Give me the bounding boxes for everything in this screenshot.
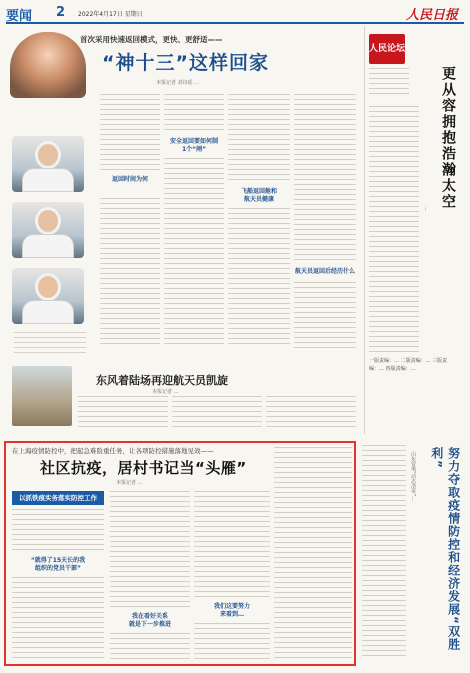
subhead: 飞船返回舱和: [240, 188, 277, 195]
text-column: [266, 396, 356, 430]
economy-story[interactable]: [360, 441, 464, 666]
photo-caption: [14, 332, 86, 354]
bottom-story-byline: 本报记者 …: [116, 480, 143, 486]
astronaut-photo-3: [12, 268, 84, 324]
text-column: [294, 94, 356, 264]
text-column: [12, 509, 104, 553]
subhead: 航天员返回后经历什么: [294, 268, 355, 275]
issue-date: 2022年4月17日 星期日: [78, 11, 143, 18]
commentary-column[interactable]: [364, 26, 464, 434]
subhead: 组织的党员干部”: [35, 565, 81, 572]
bottom-story-kicker: 在上海疫情防控中，把起急难险重任务，让各项防控措施落地见效——: [12, 447, 214, 455]
text-column: [164, 94, 224, 134]
text-column: [194, 491, 270, 599]
subhead: 航天员健康: [243, 196, 274, 203]
editors-credit: 一版责编：… 二版责编：… 三版责编：… 四版责编：…: [369, 358, 448, 372]
newspaper-logo: 人民日报: [405, 8, 458, 23]
landing-photo: [12, 366, 72, 426]
bottom-story-headline[interactable]: 社区抗疫，居村书记当“头雁”: [40, 459, 247, 477]
text-column: [110, 491, 190, 609]
text-column: [294, 282, 356, 348]
text-column: [100, 198, 160, 348]
commentary-author: …: [423, 206, 429, 211]
text-column: [12, 577, 104, 661]
top-story-kicker: 首次采用快速返回模式，更快、更舒适——: [80, 35, 223, 44]
astronaut-photo-2: [12, 202, 84, 258]
masthead: [6, 4, 464, 24]
text-column: [274, 447, 352, 661]
top-story[interactable]: [6, 26, 360, 434]
section-label: 要闻: [6, 9, 33, 24]
economy-story-byline: 山东曾谐“动态清零”…: [410, 451, 416, 502]
top-story-headline[interactable]: “神十三”这样回家: [102, 52, 269, 74]
text-column: [172, 396, 262, 430]
commentary-headline[interactable]: 更从容拥抱浩瀚太空: [440, 66, 456, 210]
highlighted-story[interactable]: [4, 441, 356, 666]
text-column: [369, 106, 419, 354]
top-story-byline: 本报记者 刘诗瑶 …: [156, 80, 200, 86]
capsule-photo: [10, 32, 86, 98]
subhead: 来看到…: [219, 611, 244, 618]
sidebar-box-title: 以抓铁痕实务落实防控工作: [12, 491, 104, 505]
text-column: [78, 396, 168, 430]
subhead: “就得了15天长的我: [30, 557, 86, 564]
page-number: 2: [56, 5, 66, 20]
subhead: 就是下一步推进: [128, 621, 171, 628]
landing-headline[interactable]: 东风着陆场再迎航天员凯旋: [96, 374, 228, 387]
text-column: [194, 623, 270, 661]
astronaut-photo-1: [12, 136, 84, 192]
subhead: 返回时间为何: [111, 176, 148, 183]
text-column: [369, 68, 409, 98]
text-column: [100, 94, 160, 174]
commentary-tag: 人民论坛: [369, 34, 405, 64]
subhead: 我在看好关系: [131, 613, 168, 620]
text-column: [164, 158, 224, 348]
text-column: [110, 633, 190, 661]
subhead: 1个“闸”: [181, 146, 207, 153]
subhead: 我们这要努力: [213, 603, 250, 610]
economy-story-headline[interactable]: 努力夺取疫情防控和经济发展“双胜利”: [429, 447, 461, 651]
text-column: [228, 94, 290, 184]
text-column: [362, 445, 406, 659]
text-column: [228, 208, 290, 348]
subhead: 安全返回要如何制: [169, 138, 218, 145]
landing-byline: 本报记者 …: [152, 389, 179, 395]
